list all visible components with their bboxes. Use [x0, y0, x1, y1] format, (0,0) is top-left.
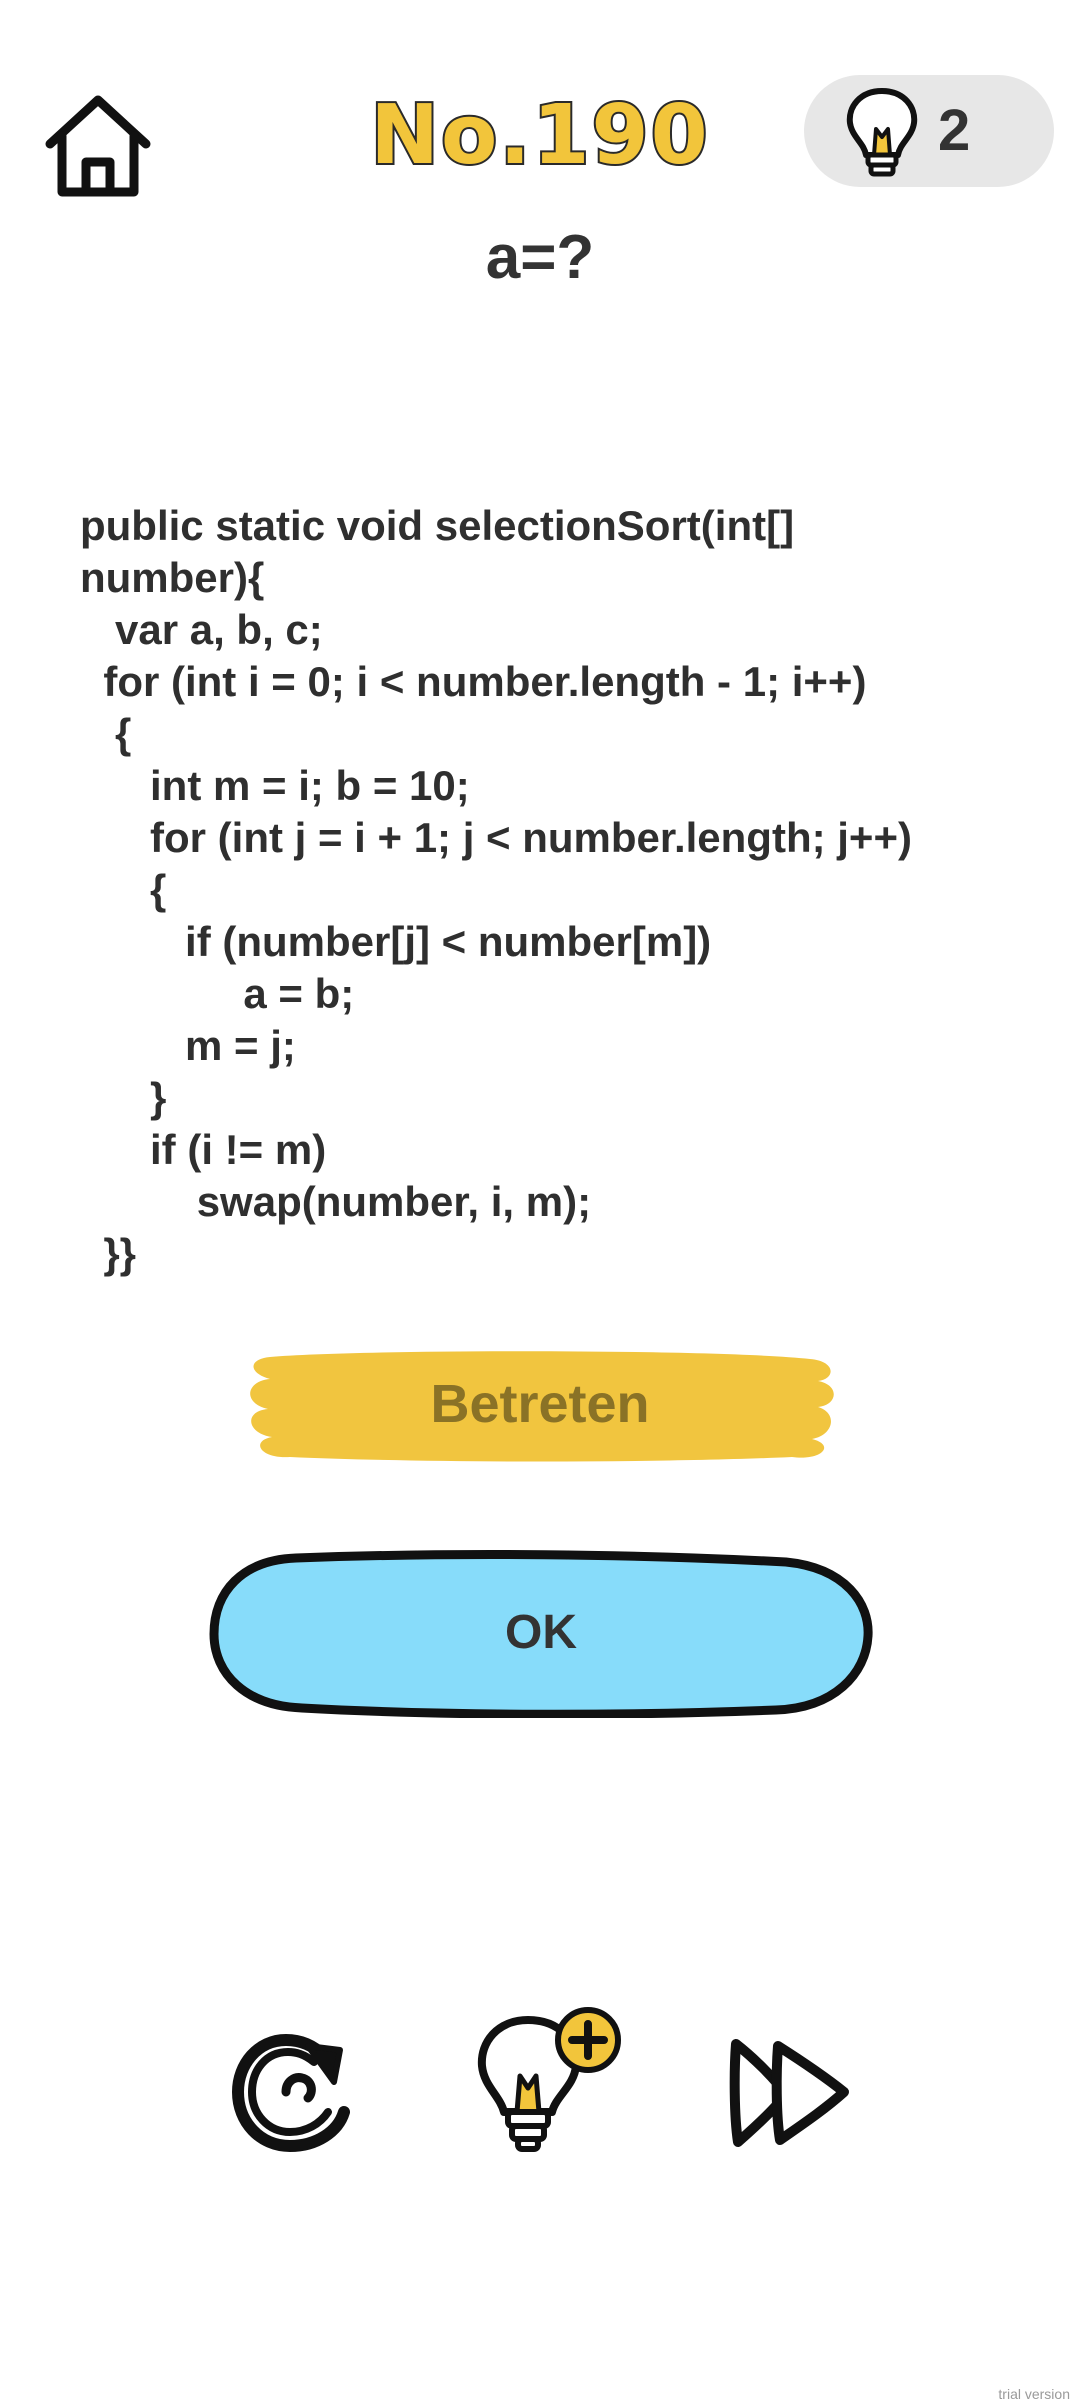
code-line: a = b;: [80, 970, 355, 1017]
home-icon: [42, 92, 154, 200]
answer-input[interactable]: [240, 1345, 840, 1463]
code-line: int m = i; b = 10;: [80, 762, 470, 809]
home-button[interactable]: [42, 92, 154, 200]
code-line: swap(number, i, m);: [80, 1178, 592, 1225]
code-line: for (int j = i + 1; j < number.length; j++): [80, 814, 912, 861]
level-number: No.190: [370, 87, 710, 183]
code-line: {: [80, 710, 132, 757]
code-block: [80, 500, 1040, 1280]
fast-forward-icon: [724, 2030, 854, 2156]
code-line: }: [80, 1074, 167, 1121]
code-line: public static void selectionSort(int[]: [80, 502, 795, 549]
lightbulb-plus-icon: [470, 1998, 630, 2168]
ok-label: OK: [505, 1606, 577, 1659]
lightbulb-icon: [840, 85, 924, 179]
restart-button[interactable]: [228, 2028, 358, 2158]
code-line: if (i != m): [80, 1126, 327, 1173]
skip-button[interactable]: [724, 2030, 854, 2156]
question-text: a=?: [485, 223, 595, 292]
code-line: m = j;: [80, 1022, 296, 1069]
ok-button[interactable]: [206, 1548, 876, 1718]
add-hint-button[interactable]: [470, 1998, 630, 2168]
level-title: [300, 80, 780, 190]
code-line: for (int i = 0; i < number.length - 1; i++): [80, 658, 867, 705]
hint-count: 2: [938, 98, 971, 163]
code-line: var a, b, c;: [80, 606, 323, 653]
watermark-text: trial version: [998, 2386, 1070, 2402]
answer-placeholder: Betreten: [430, 1374, 650, 1434]
restart-icon: [228, 2028, 358, 2158]
code-line: number){: [80, 554, 265, 601]
hint-counter[interactable]: [804, 75, 1054, 187]
code-line: if (number[j] < number[m]): [80, 918, 712, 965]
code-line: }}: [80, 1230, 137, 1277]
code-line: {: [80, 866, 167, 913]
